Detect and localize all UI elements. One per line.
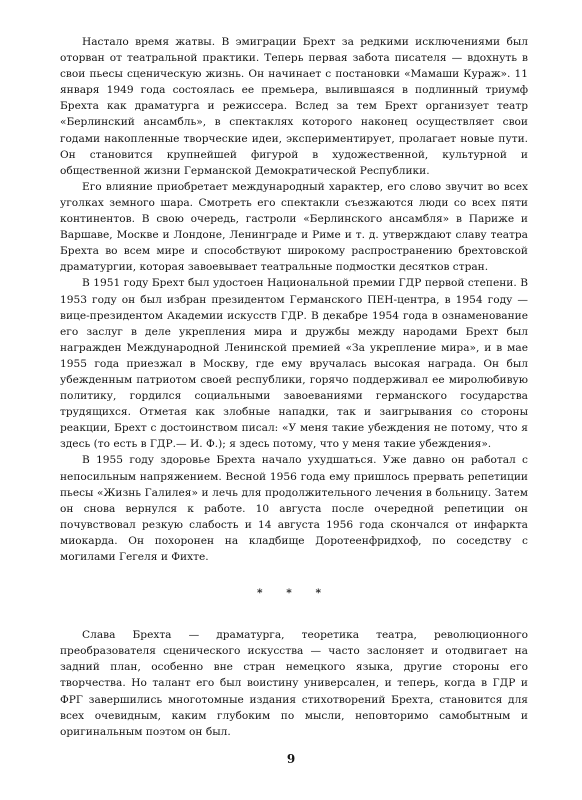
section-separator: * * * xyxy=(257,587,331,600)
paragraph-illness-death: В 1955 году здоровье Брехта начало ухудшаться. Уже давно он работал с непосильным напряжением. Весной 1956 года ему пришлось прервать репетиции пьесы «Жизнь Галилея» и лечь для продолжительного лечения в больницу. Затем он снова вернулся к работе. 10 августа после очередной репетиции он почувствовал резкую слабость и 14 августа 1956 года скончался от инфаркта миокарда. Он похоронен на кладбище Доротеенфридхоф, по соседству с могилами Гегеля и Фихте. xyxy=(60,454,528,563)
paragraph-international-influence: Его влияние приобретает международный характер, его слово звучит во всех уголках земного шара. Смотреть его спектакли съезжаются люди со всех пяти континентов. В свою очередь, гастроли «Берлинского ансамбля» в Париже и Варшаве, Москве и Лондоне, Ленинграде и Риме и т. д. утверждают славу театра Брехта во всем мире и способствуют широкому распространению брехтовской драматургии, которая завоевывает театральные подмостки десятков стран. xyxy=(60,180,528,274)
paragraph-awards: В 1951 году Брехт был удостоен Национальной премии ГДР первой степени. В 1953 году он был избран президентом Германского ПЕН-центра, в 1954 году — вице-президентом Академии искусств ГДР. В декабре 1954 года в ознаменование его заслуг в деле укрепления мира и дружбы между народами Брехт был награжден Международной Ленинской премией «За укрепление мира», и в мае 1955 года приезжал в Москву, где ему вручалась высокая награда. Он был убежденным патриотом своей республики, горячо поддерживал ее миролюбивую политику, гордился социальными завоеваниями германского государства трудящихся. Отметая как злобные нападки, так и заигрывания со стороны реакции, Брехт с достоинством писал: «У меня такие убеждения не потому, что я здесь (то есть в ГДР.— И. Ф.); я здесь потому, что у меня такие убеждения». xyxy=(60,277,528,451)
paragraph-poet-legacy: Слава Брехта — драматурга, теоретика театра, революционного преобразователя сценического искусства — часто заслоняет и отодвигает на задний план, особенно вне стран немецкого языка, другие стороны его творчества. Но талант его был воистину универсален, и теперь, когда в ГДР и ФРГ завершились многотомные издания стихотворений Брехта, становится для всех очевидным, каким глубоким по мысли, неповторимо самобытным и оригинальным поэтом он был. xyxy=(60,629,528,738)
paragraph-harvest-time: Настало время жатвы. В эмиграции Брехт за редкими исключениями был оторван от театральной практики. Теперь первая забота писателя — вдохнуть в свои пьесы сценическую жизнь. Он начинает с постановки «Мамаши Кураж». 11 января 1949 года состоялась ее премьера, вылившаяся в подлинный триумф Брехта как драматурга и режиссера. Вслед за тем Брехт организует театр «Берлинский ансамбль», в спектаклях которого наконец осуществляет свои годами накопленные творческие идеи, экспериментирует, пролагает новые пути. Он становится крупнейшей фигурой в художественной, культурной и общественной жизни Германской Демократической Республики. xyxy=(60,36,528,177)
page-number: 9 xyxy=(286,752,296,766)
page-body xyxy=(60,34,528,740)
